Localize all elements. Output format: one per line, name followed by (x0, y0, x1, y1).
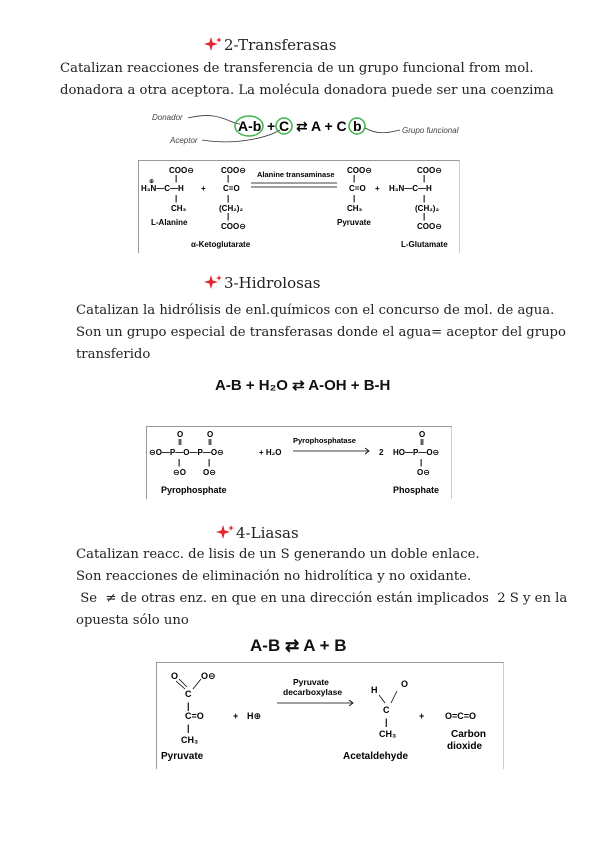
section-2-text (60, 58, 554, 102)
svg-text:C: C (383, 705, 390, 715)
svg-text:|: | (208, 458, 211, 467)
svg-text:COO⊖: COO⊖ (417, 166, 442, 175)
svg-text:‖: ‖ (178, 438, 182, 447)
text-line: Catalizan la hidrólisis de enl.químicos con el concurso de mol. de agua. (76, 303, 555, 318)
sparkle-icon (204, 274, 224, 290)
phosphate-label: Phosphate (393, 485, 440, 495)
svg-text:CH₃: CH₃ (379, 729, 397, 739)
svg-text:|: | (227, 174, 230, 183)
glutamate-label: L-Glutamate (401, 240, 448, 249)
svg-text:⊖O: ⊖O (173, 468, 186, 477)
decarboxylase-reaction (156, 662, 504, 769)
svg-text:|: | (423, 212, 426, 221)
svg-text:|: | (385, 717, 388, 727)
plus-label: + (267, 118, 276, 134)
svg-text:H: H (371, 685, 378, 695)
ab-label: A-b (238, 118, 262, 134)
svg-text:O⊖: O⊖ (201, 671, 216, 681)
text-line: Son reacciones de eliminación no hidrolítica y no oxidante. (76, 569, 472, 584)
enzyme-label: Pyrophosphatase (293, 436, 356, 445)
svg-text:COO⊖: COO⊖ (169, 166, 194, 175)
svg-text:HO—P—O⊖: HO—P—O⊖ (393, 448, 440, 457)
text-line: Se ≠ de otras enz. en que en una dirección están implicados 2 S y en la (76, 591, 568, 606)
section-3-heading: 3-Hidrolosas (204, 274, 320, 292)
svg-text:(CH₂)₂: (CH₂)₂ (415, 204, 439, 213)
svg-text:|: | (187, 723, 190, 733)
section-3-text (76, 300, 566, 366)
text-line: Catalizan reacciones de transferencia de un grupo funcional from mol. (60, 61, 534, 76)
grupo-label: Grupo funcional (402, 126, 459, 135)
hydrolase-equation: A-B + H₂O ⇄ A-OH + B-H (215, 377, 391, 394)
svg-text:C=O: C=O (185, 711, 204, 721)
svg-text:C=O: C=O (223, 184, 240, 193)
svg-text:O: O (401, 679, 409, 689)
coef-label: 2 (379, 448, 384, 457)
sparkle-icon (216, 524, 236, 540)
svg-text:(CH₂)₂: (CH₂)₂ (219, 204, 243, 213)
svg-text:⊖O—P—O—P—O⊖: ⊖O—P—O—P—O⊖ (149, 448, 224, 457)
svg-text:|: | (227, 194, 230, 203)
enzyme-label: Alanine transaminase (257, 170, 335, 179)
section-2-heading: 2-Transferasas (204, 36, 336, 54)
c-label: C (279, 118, 290, 134)
svg-text:COO⊖: COO⊖ (221, 166, 246, 175)
pyruvate-label: Pyruvate (337, 218, 371, 227)
svg-text:O: O (207, 430, 214, 439)
section-4-text (76, 544, 567, 632)
pyrophosphate-label: Pyrophosphate (161, 485, 227, 495)
svg-text:‖: ‖ (420, 438, 424, 447)
svg-text:|: | (187, 701, 190, 711)
svg-text:|: | (423, 174, 426, 183)
svg-text:|: | (423, 194, 426, 203)
svg-text:+: + (233, 711, 239, 721)
svg-text:H₃N—C—H: H₃N—C—H (141, 184, 184, 193)
text-line: transferido (76, 347, 151, 362)
svg-text:+: + (419, 711, 425, 721)
svg-text:O⊖: O⊖ (203, 468, 216, 477)
svg-text:C=O: C=O (349, 184, 366, 193)
dioxide-label: dioxide (447, 741, 483, 752)
alanine-label: L-Alanine (151, 218, 188, 227)
svg-text:COO⊖: COO⊖ (417, 222, 442, 231)
donador-label: Donador (152, 113, 183, 122)
transaminase-reaction (138, 160, 460, 253)
svg-text:|: | (353, 174, 356, 183)
svg-text:|: | (175, 194, 178, 203)
svg-text:|: | (227, 212, 230, 221)
svg-text:CH₃: CH₃ (171, 204, 187, 213)
svg-text:COO⊖: COO⊖ (347, 166, 372, 175)
svg-text:|: | (420, 458, 423, 467)
enzyme-label-1: Pyruvate (293, 677, 329, 687)
water-label: + H₂O (259, 448, 282, 457)
pyrophosphatase-reaction (146, 426, 452, 499)
svg-text:H⊕: H⊕ (247, 711, 262, 721)
text-line: opuesta sólo uno (76, 613, 189, 628)
svg-text:O: O (419, 430, 426, 439)
svg-text:|: | (175, 174, 178, 183)
svg-text:‖: ‖ (208, 438, 212, 447)
section-4-heading: 4-Liasas (216, 524, 299, 542)
svg-text:⊕: ⊕ (149, 179, 155, 185)
carbon-label: Carbon (451, 729, 486, 740)
pyruvate-label: Pyruvate (161, 751, 204, 762)
svg-text:|: | (178, 458, 181, 467)
transfer-scheme (150, 106, 470, 152)
acetaldehyde-label: Acetaldehyde (343, 751, 409, 762)
lyase-equation: A-B ⇄ A + B (250, 636, 347, 655)
svg-text:CH₃: CH₃ (347, 204, 363, 213)
svg-text:C: C (185, 689, 192, 699)
text-line: donadora a otra aceptora. La molécula donadora puede ser una coenzima (60, 83, 554, 98)
svg-text:O: O (177, 430, 184, 439)
b-label: b (353, 118, 362, 134)
svg-text:COO⊖: COO⊖ (221, 222, 246, 231)
svg-text:|: | (353, 194, 356, 203)
keto-label: α-Ketoglutarate (191, 240, 251, 249)
text-line: Catalizan reacc. de lisis de un S generando un doble enlace. (76, 547, 480, 562)
svg-text:+: + (201, 184, 206, 193)
enzyme-label-2: decarboxylase (283, 687, 343, 697)
svg-text:+: + (375, 184, 380, 193)
svg-text:H₃N—C—H: H₃N—C—H (389, 184, 432, 193)
svg-text:O⊖: O⊖ (417, 468, 430, 477)
sparkle-icon (204, 36, 224, 52)
svg-text:CH₃: CH₃ (181, 735, 199, 745)
ac-label: A + C (311, 118, 347, 134)
svg-text:O: O (171, 671, 179, 681)
arrow-label: ⇄ (296, 118, 308, 134)
aceptor-label: Aceptor (170, 136, 198, 145)
text-line: Son un grupo especial de transferasas donde el agua= aceptor del grupo (76, 325, 566, 340)
svg-text:O=C=O: O=C=O (445, 711, 477, 721)
